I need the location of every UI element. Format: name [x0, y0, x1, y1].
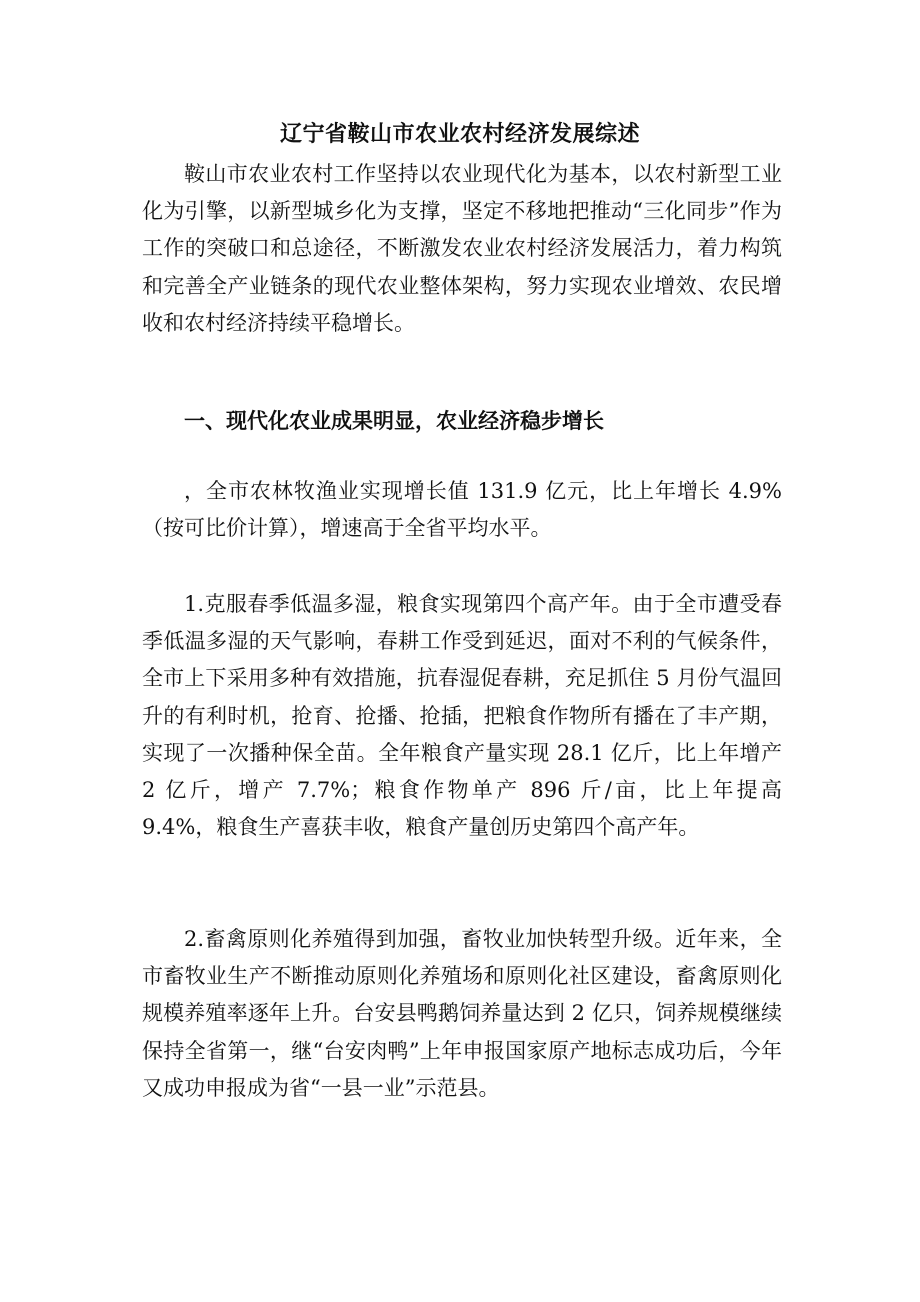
intro-paragraph: 鞍山市农业农村工作坚持以农业现代化为基本，以农村新型工业化为引擎，以新型城乡化为支撑，坚定不移地把推动“三化同步”作为工作的突破口和总途径，不断激发农业农村经济发展活力，着力构筑和完善全产业链条的现代农业整体架构，努力实现农业增效、农民增收和农村经济持续平稳增长。	[142, 162, 782, 335]
document-title: 辽宁省鞍山市农业农村经济发展综述	[279, 121, 640, 147]
item-1-paragraph: 1.克服春季低温多湿，粮食实现第四个高产年。由于全市遭受春季低温多湿的天气影响，春耕工作受到延迟，面对不利的气候条件，全市上下采用多种有效措施，抗春湿促春耕，充足抓住 5 月份气温回升的有利时机，抢育、抢播、抢插，把粮食作物所有播在了丰产期，实现了一次播种保全苗。全年粮食产量实现 28.1 亿斤，比上年增产 2 亿斤，增产 7.7%；粮食作物单产 896 斤/亩，比上年提高 9.4%，粮食生产喜获丰收，粮食产量创历史第四个高产年。	[142, 592, 782, 840]
section-heading: 一、现代化农业成果明显，农业经济稳步增长	[184, 408, 604, 433]
item-2-paragraph: 2.畜禽原则化养殖得到加强，畜牧业加快转型升级。近年来，全市畜牧业生产不断推动原则化养殖场和原则化社区建设，畜禽原则化规模养殖率逐年上升。台安县鸭鹅饲养量达到 2 亿只，饲养规模继续保持全省第一，继“台安肉鸭”上年申报国家原产地标志成功后，今年又成功申报成为省“一县一业”示范县。	[142, 927, 782, 1100]
section-summary-paragraph: ，全市农林牧渔业实现增长值 131.9 亿元，比上年增长 4.9%（按可比价计算），增速高于全省平均水平。	[142, 479, 782, 541]
